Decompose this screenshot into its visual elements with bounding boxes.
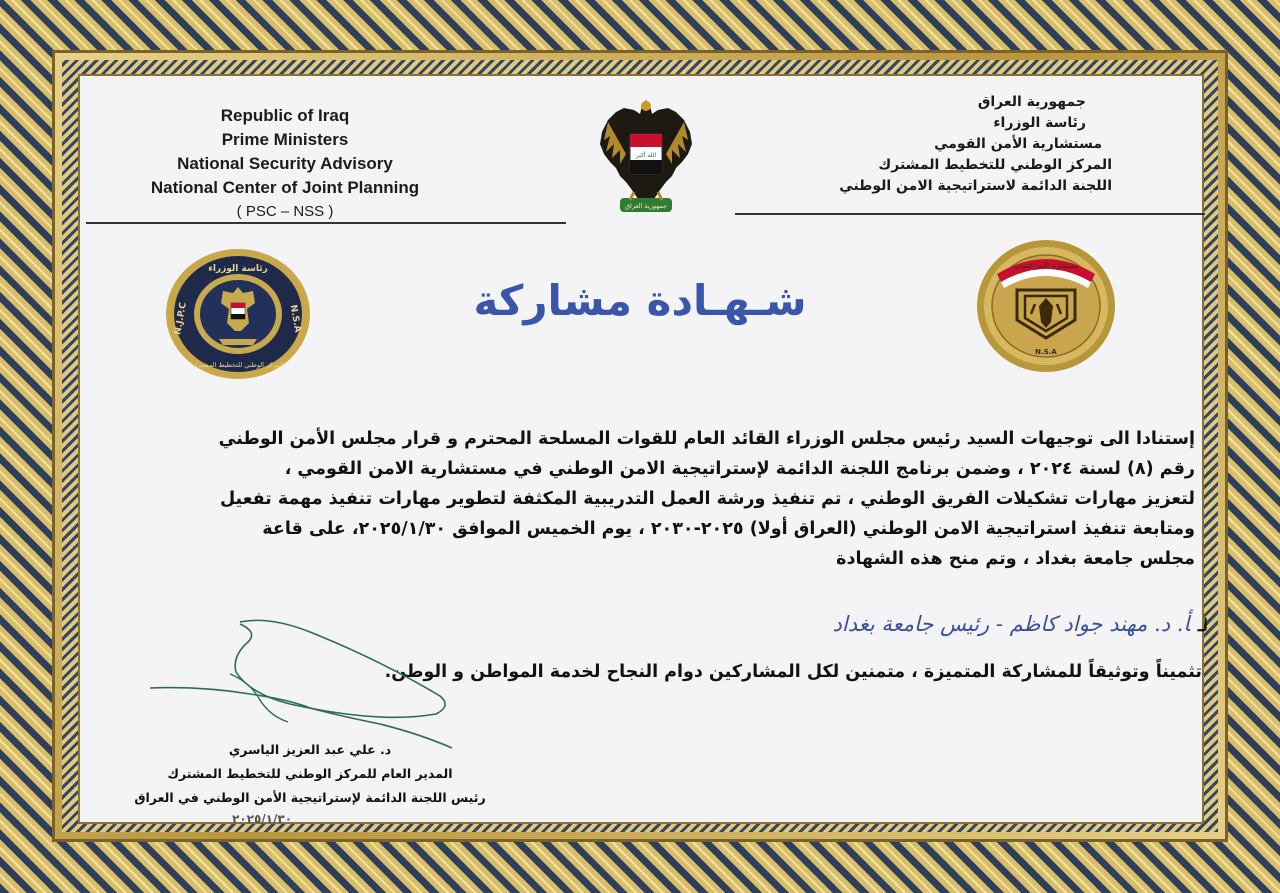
seal-left-top-text: رئاسة الوزراء (208, 264, 268, 274)
signatory-title: رئيس اللجنة الدائمة لإستراتيجية الأمن الوطني في العراق (134, 790, 486, 805)
seal-right-bottom-text: N.S.A (1035, 348, 1057, 356)
arabic-header-line: المركز الوطني للتخطيط المشترك (878, 157, 1112, 173)
english-letterhead (120, 104, 450, 224)
certificate-body (95, 424, 1195, 574)
planning-center-seal-icon (163, 247, 313, 381)
signatory-title: المدير العام للمركز الوطني للتخطيط المشترك (167, 766, 453, 781)
english-header-line: National Security Advisory (177, 154, 393, 173)
security-advisory-seal-icon (975, 238, 1117, 374)
header-divider-right (735, 213, 1205, 215)
body-line: لتعزيز مهارات تشكيلات الفريق الوطني ، تم تنفيذ ورشة العمل التدريبية المكثفة لتطوير مهارات تنفيذ مهمة تفعيل (219, 489, 1195, 509)
handwritten-date: ٢٠٢٥/١/٣٠ (232, 812, 293, 826)
header-divider-left (86, 222, 566, 224)
body-line: إستنادا الى توجيهات السيد رئيس مجلس الوزراء القائد العام للقوات المسلحة المحترم و قرار مجلس الأمن الوطني (218, 429, 1195, 449)
recipient-line (528, 612, 1208, 636)
emblem-ribbon-text: جمهورية العراق (625, 202, 667, 210)
seal-left-bottom-text: المركز الوطني للتخطيط المشترك (192, 361, 284, 369)
emblem-banner-text: الله أكبر (635, 152, 657, 159)
arabic-header-line: جمهورية العراق (977, 94, 1086, 110)
english-header-code: ( PSC – NSS ) (236, 203, 334, 220)
arabic-header-line: مستشارية الأمن القومي (934, 136, 1102, 152)
arabic-header-line: رئاسة الوزراء (993, 115, 1086, 131)
body-line: مجلس جامعة بغداد ، وتم منح هذه الشهادة (836, 549, 1195, 569)
recipient-prefix: لـ (1197, 616, 1208, 636)
closing-statement: تثميناً وتوثيقاً للمشاركة المتميزة ، متمنين لكل المشاركين دوام النجاح لخدمة المواطن و الوطن. (384, 662, 1202, 682)
english-header-line: Republic of Iraq (220, 106, 350, 125)
iraq-eagle-emblem-icon (594, 92, 698, 224)
english-header-line: Prime Ministers (221, 130, 349, 149)
signatory-name: د. علي عبد العزيز الياسري (228, 742, 392, 757)
certificate-title: شـهـادة مشاركة (473, 276, 807, 325)
recipient-name: أ. د. مهند جواد كاظم - رئيس جامعة بغداد (832, 612, 1190, 636)
seal-left-side-text: N.J.P.C (173, 301, 189, 336)
english-header-line: National Center of Joint Planning (150, 178, 420, 197)
seal-left-side-text: N.S.A (287, 304, 303, 334)
arabic-letterhead (732, 92, 1112, 197)
arabic-header-line: اللجنة الدائمة لاستراتيجية الامن الوطني (839, 178, 1112, 194)
signatory-block (110, 738, 510, 810)
seal-right-top-text: مستشارية الأمن القومي (1013, 262, 1079, 270)
body-line: رقم (٨) لسنة ٢٠٢٤ ، وضمن برنامج اللجنة الدائمة لإستراتيجية الامن الوطني في مستشارية الامن القومي ، (284, 459, 1195, 479)
body-line: ومتابعة تنفيذ استراتيجية الامن الوطني (العراق أولا) ٢٠٢٥-٢٠٣٠ ، يوم الخميس الموافق ٢٠٢٥/١/٣٠، على قاعة (262, 519, 1195, 539)
